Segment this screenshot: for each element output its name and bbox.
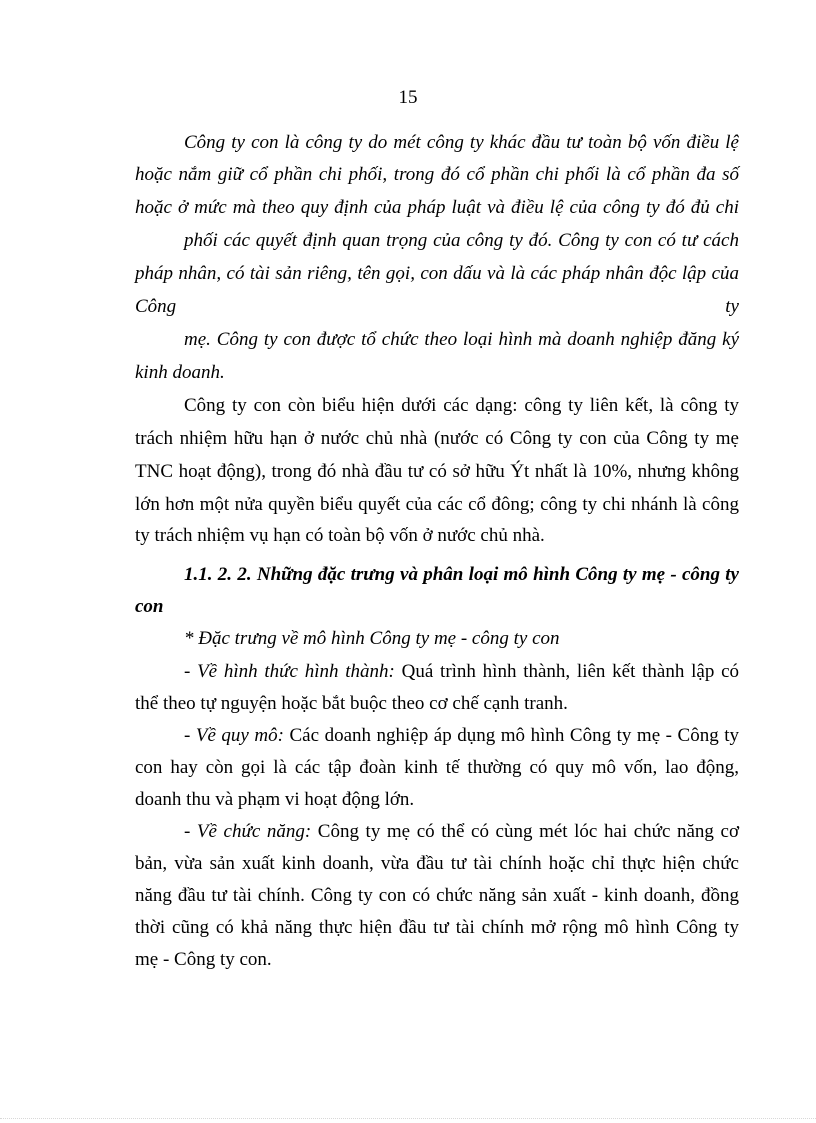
- text-line: năng đầu tư tài chính. Công ty con có chức năng sản xuất - kinh doanh, đồng: [135, 885, 739, 906]
- text-line: thời cũng có khả năng thực hiện đầu tư tài chính mở rộng mô hình Công ty: [135, 917, 739, 938]
- item-label: - Về hình thức hình thành:: [184, 661, 395, 682]
- text-line: pháp nhân, có tài sản riêng, tên gọi, con dấu và là các pháp nhân độc lập của: [135, 263, 739, 284]
- text-line: Công ty con còn biểu hiện dưới các dạng: công ty liên kết, là công ty: [184, 395, 739, 416]
- text-fragment: Công: [135, 296, 177, 317]
- text-line: trách nhiệm hữu hạn ở nước chủ nhà (nước có Công ty con của Công ty mẹ: [135, 428, 739, 449]
- page-number: 15: [398, 87, 418, 108]
- text-line: kinh doanh.: [135, 362, 225, 383]
- item-text: Quá trình hình thành, liên kết thành lập có: [401, 661, 740, 682]
- page-bottom-edge: [0, 1118, 816, 1119]
- item-label: - Về chức năng:: [184, 821, 312, 842]
- text-line: doanh thu và phạm vi hoạt động lớn.: [135, 789, 415, 810]
- text-line: [184, 724, 739, 748]
- text-line: Công ty con là công ty do mét công ty khác đầu tư toàn bộ vốn điều lệ: [184, 132, 739, 153]
- heading-line: 1.1. 2. 2. Những đặc trưng và phân loại mô hình Công ty mẹ - công ty: [184, 564, 739, 585]
- heading-line: con: [135, 596, 164, 617]
- subheading: * Đặc trưng về mô hình Công ty mẹ - công ty con: [184, 628, 560, 649]
- text-line: mẹ. Công ty con được tổ chức theo loại hình mà doanh nghiệp đăng ký: [184, 329, 739, 350]
- text-line: TNC hoạt động), trong đó nhà đầu tư có sở hữu Ýt nhất là 10%, nhưng không: [135, 461, 739, 482]
- text-line: thể theo tự nguyện hoặc bắt buộc theo cơ chế cạnh tranh.: [135, 693, 568, 714]
- text-line-split: [135, 295, 739, 319]
- text-line: [184, 660, 739, 684]
- text-line: hoặc nắm giữ cổ phần chi phối, trong đó cổ phần chi phối là cổ phần đa số: [135, 164, 739, 185]
- text-line: con hay còn gọi là các tập đoàn kinh tế thường có quy mô vốn, lao động,: [135, 757, 739, 778]
- text-line: mẹ - Công ty con.: [135, 949, 272, 970]
- text-line: hoặc ở mức mà theo quy định của pháp luật và điều lệ của công ty đó đủ chi: [135, 197, 739, 218]
- text-line: phối các quyết định quan trọng của công ty đó. Công ty con có tư cách: [184, 230, 739, 251]
- text-fragment: ty: [725, 296, 739, 317]
- text-line: lớn hơn một nửa quyền biểu quyết của các cổ đông; công ty chi nhánh là công: [135, 494, 739, 515]
- item-label: - Về quy mô:: [184, 725, 284, 746]
- item-text: Công ty mẹ có thể có cùng mét lóc hai chức năng cơ: [317, 821, 739, 842]
- text-line: [184, 820, 739, 844]
- text-line: bản, vừa sản xuất kinh doanh, vừa đầu tư tài chính hoặc chỉ thực hiện chức: [135, 853, 739, 874]
- text-line: ty trách nhiệm vụ hạn có toàn bộ vốn ở nước chủ nhà.: [135, 525, 545, 546]
- item-text: Các doanh nghiệp áp dụng mô hình Công ty mẹ - Công ty: [289, 725, 740, 746]
